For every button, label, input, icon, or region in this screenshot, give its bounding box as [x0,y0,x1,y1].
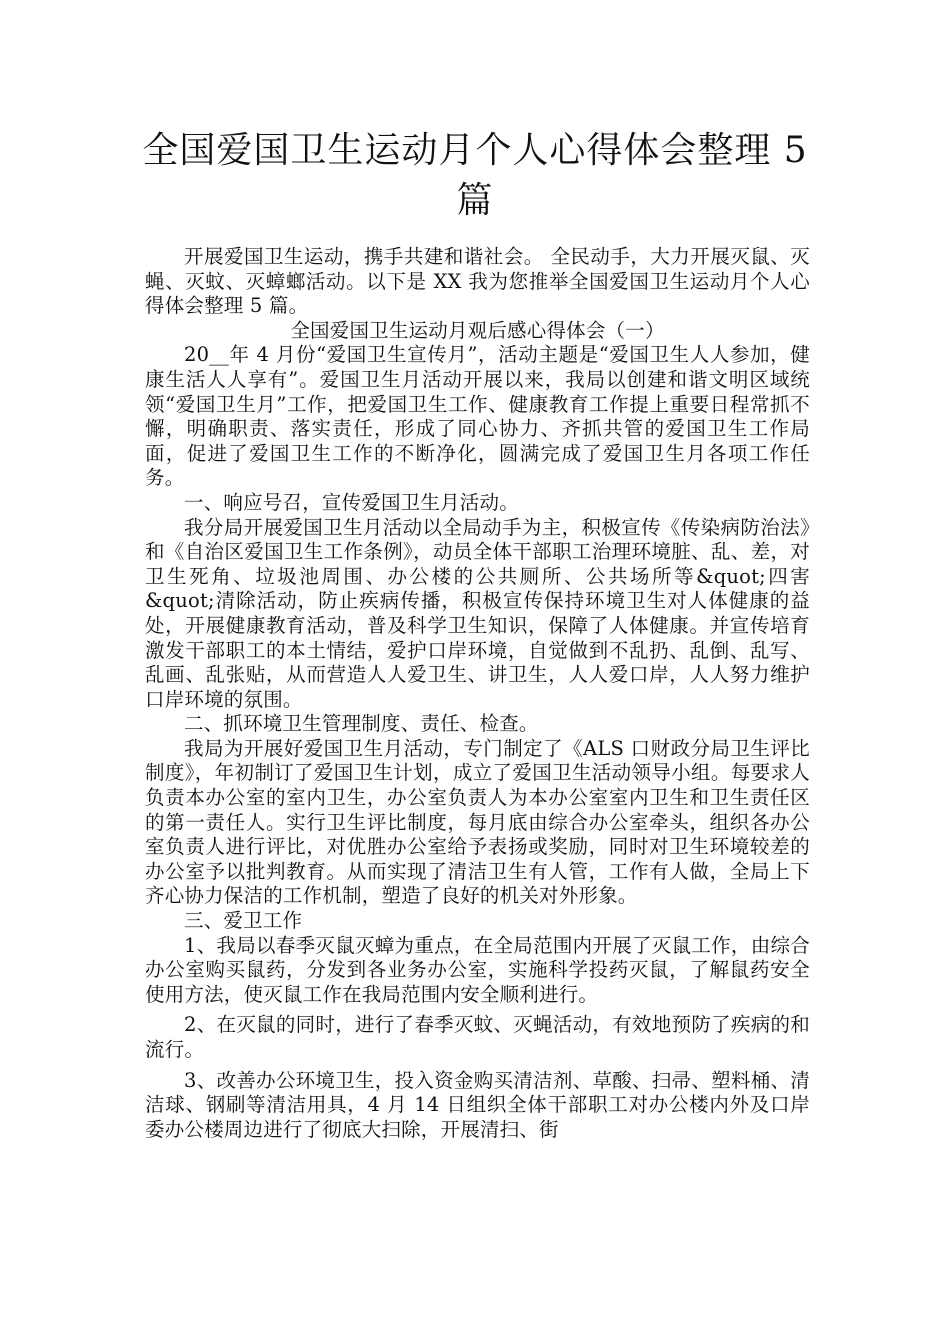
list-paragraph: 3、改善办公环境卫生，投入资金购买清洁剂、草酸、扫帚、塑料桶、清洁球、钢刷等清洁用具，4 月 14 日组织全体干部职工对办公楼内外及口岸委办公楼周边进行了彻底大扫除，开展清扫、街 [145,1068,810,1141]
body-paragraph: 20__年 4 月份“爱国卫生宣传月”，活动主题是“爱国卫生人人参加，健康生活人人享有”。爱国卫生月活动开展以来，我局以创建和谐文明区域统领“爱国卫生月”工作，把爱国卫生工作、健康教育工作提上重要日程常抓不懈，明确职责、落实责任，形成了同心协力、齐抓共管的爱国卫生工作局面，促进了爱国卫生工作的不断净化，圆满完成了爱国卫生月各项工作任务。 [145,343,810,490]
list-paragraph: 1、我局以春季灭鼠灭蟑为重点，在全局范围内开展了灭鼠工作，由综合办公室购买鼠药，分发到各业务办公室，实施科学投药灭鼠，了解鼠药安全使用方法，使灭鼠工作在我局范围内安全顺利进行。 [145,933,810,1006]
body-paragraph: 我局为开展好爱国卫生月活动，专门制定了《ALS 口财政分局卫生评比制度》，年初制订了爱国卫生计划，成立了爱国卫生活动领导小组。每要求人负责本办公室的室内卫生，办公室负责人为本办公室室内卫生和卫生责任区的第一责任人。实行卫生评比制度，每月底由综合办公室牵头，组织各办公室负责人进行评比，对优胜办公室给予表扬或奖励，同时对卫生环境较差的办公室予以批判教育。从而实现了清洁卫生有人管，工作有人做，全局上下齐心协力保洁的工作机制，塑造了良好的机关对外形象。 [145,736,810,908]
list-paragraph: 2、在灭鼠的同时，进行了春季灭蚊、灭蝇活动，有效地预防了疾病的和流行。 [145,1013,810,1061]
subheading: 二、抓环境卫生管理制度、责任、检查。 [184,712,539,736]
document-body [145,245,810,1142]
body-paragraph: 我分局开展爱国卫生月活动以全局动手为主，积极宣传《传染病防治法》和《自治区爱国卫生工作条例》，动员全体干部职工治理环境脏、乱、差，对卫生死角、垃圾池周围、办公楼的公共厕所、公共场所等&quot;四害&quot;清除活动，防止疾病传播，积极宣传保持环境卫生对人体健康的益处，开展健康教育活动，普及科学卫生知识，保障了人体健康。并宣传培育激发干部职工的本土情结，爱护口岸环境，自觉做到不乱扔、乱倒、乱写、乱画、乱张贴，从而营造人人爱卫生、讲卫生，人人爱口岸，人人努力维护口岸环境的氛围。 [145,515,810,711]
subheading: 一、响应号召，宣传爱国卫生月活动。 [184,490,519,514]
document-title: 全国爱国卫生运动月个人心得体会整理 5 篇 [142,130,808,221]
intro-paragraph: 开展爱国卫生运动，携手共建和谐社会。 全民动手，大力开展灭鼠、灭蝇、灭蚊、灭蟑螂活动。以下是 XX 我为您推举全国爱国卫生运动月个人心得体会整理 5 篇。 [145,245,810,318]
subheading: 三、爱卫工作 [184,909,303,933]
section-heading: 全国爱国卫生运动月观后感心得体会（一） [290,318,665,342]
